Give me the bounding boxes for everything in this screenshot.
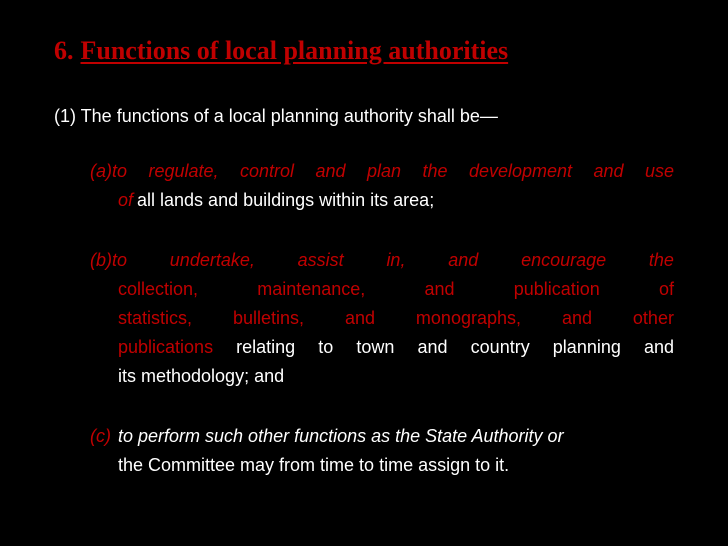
word: and bbox=[561, 308, 592, 328]
word: the bbox=[422, 161, 448, 181]
item-a-plain-text: all lands and buildings within its area; bbox=[137, 190, 435, 210]
item-b-line-5 bbox=[90, 362, 674, 391]
word: assist bbox=[297, 250, 344, 270]
item-b-line-4 bbox=[90, 333, 674, 362]
word: and bbox=[593, 161, 624, 181]
word: and bbox=[643, 337, 674, 357]
section-number: 6. bbox=[54, 36, 74, 65]
word: development bbox=[468, 161, 573, 181]
word: and bbox=[344, 308, 375, 328]
item-c-line-2 bbox=[90, 451, 674, 480]
word: town bbox=[356, 337, 395, 357]
word: in, bbox=[386, 250, 406, 270]
word: encourage bbox=[521, 250, 607, 270]
item-b-line-3 bbox=[90, 304, 674, 333]
section-heading: Functions of local planning authorities bbox=[80, 36, 509, 65]
list-item-c bbox=[90, 422, 674, 480]
word: to bbox=[318, 337, 334, 357]
word: (b)to bbox=[90, 250, 128, 270]
word: and bbox=[315, 161, 346, 181]
word: and bbox=[417, 337, 448, 357]
item-c-plain-text: the Committee may from time to time assign to it. bbox=[118, 455, 510, 475]
word: collection, bbox=[118, 279, 199, 299]
word: and bbox=[424, 279, 455, 299]
word: planning bbox=[552, 337, 621, 357]
item-a-line-1 bbox=[90, 157, 674, 186]
list-item-b bbox=[90, 246, 674, 391]
word: the bbox=[648, 250, 674, 270]
word: use bbox=[644, 161, 674, 181]
item-c-italic-text: to perform such other functions as the State Authority or bbox=[118, 426, 564, 446]
word: control bbox=[239, 161, 295, 181]
item-a-line-2 bbox=[90, 186, 674, 215]
word: of bbox=[658, 279, 674, 299]
word: publications bbox=[118, 337, 214, 357]
word: monographs, bbox=[415, 308, 521, 328]
word: maintenance, bbox=[257, 279, 366, 299]
word: (a)to bbox=[90, 161, 128, 181]
item-c-marker: (c) bbox=[90, 426, 111, 446]
item-b-line-2 bbox=[90, 275, 674, 304]
word: bulletins, bbox=[232, 308, 304, 328]
item-b-plain-text: its methodology; and bbox=[118, 366, 285, 386]
word: publication bbox=[513, 279, 600, 299]
word: undertake, bbox=[169, 250, 255, 270]
word: statistics, bbox=[118, 308, 193, 328]
item-c-line-1 bbox=[90, 422, 674, 451]
intro-paragraph: (1) The functions of a local planning authority shall be— bbox=[54, 106, 498, 126]
item-a-italic-text: of bbox=[118, 190, 134, 210]
word: relating bbox=[236, 337, 296, 357]
word: regulate, bbox=[148, 161, 219, 181]
list-item-a bbox=[90, 157, 674, 215]
word: and bbox=[448, 250, 479, 270]
item-b-line-1 bbox=[90, 246, 674, 275]
section-title bbox=[54, 36, 508, 66]
word: other bbox=[632, 308, 674, 328]
word: country bbox=[470, 337, 530, 357]
word: plan bbox=[366, 161, 401, 181]
